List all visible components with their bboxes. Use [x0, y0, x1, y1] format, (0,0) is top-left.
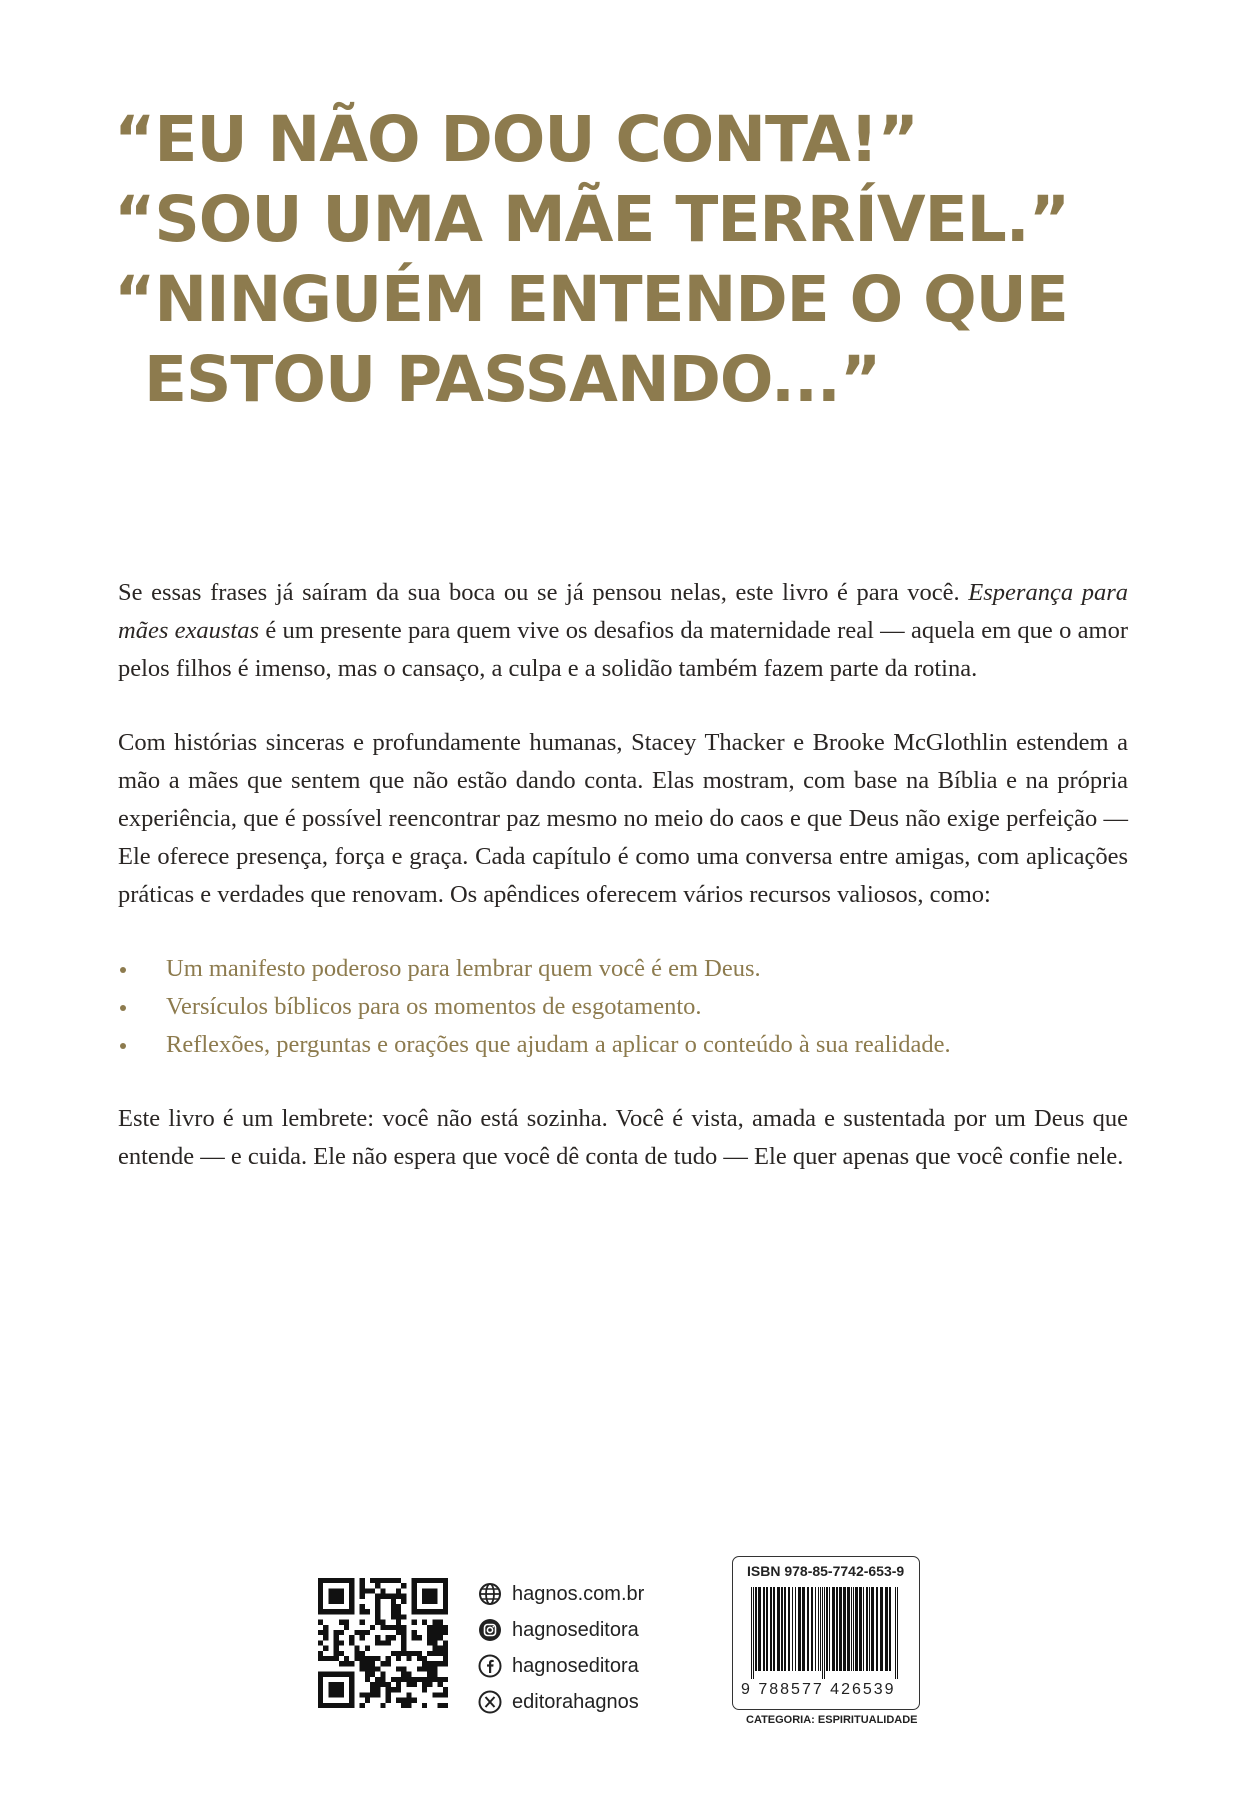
instagram-icon — [478, 1618, 502, 1642]
description-paragraph: Com histórias sinceras e profundamente humanas, Stacey Thacker e Brooke McGlothlin estendem a mão a mães que sentem que não estão dando conta. Elas mostram, com base na Bíblia e na própria experiência, que é possível reencontrar paz mesmo no meio do caos e que Deus não exige perfeição — Ele oferece presença, força e graça. Cada capítulo é como uma conversa entre amigas, com aplicações práticas e verdades que renovam. Os apêndices oferecem vários recursos valiosos, como: — [118, 729, 1128, 908]
intro-text-end: é um presente para quem vive os desafios da maternidade real — aquela em que o amor pelos filhos é imenso, mas o cansaço, a culpa e a solidão também fazem parte da rotina. — [118, 617, 1128, 682]
headline-line-2: “SOU UMA MÃE TERRÍVEL.” — [114, 183, 1070, 256]
resources-list — [118, 950, 1128, 1064]
website-label: hagnos.com.br — [512, 1582, 645, 1605]
back-cover-text — [118, 574, 1128, 1212]
headline-line-4: ESTOU PASSANDO...” — [144, 343, 881, 416]
globe-icon — [478, 1582, 502, 1606]
list-item: Um manifesto poderoso para lembrar quem você é em Deus. — [118, 950, 1128, 988]
isbn-label: ISBN 978-85-7742-653-9 — [747, 1563, 905, 1579]
x-link[interactable] — [478, 1684, 644, 1720]
instagram-label: hagnoseditora — [512, 1618, 639, 1641]
headline-line-1: “EU NÃO DOU CONTA!” — [114, 103, 918, 176]
facebook-icon — [478, 1654, 502, 1678]
barcode — [749, 1587, 901, 1679]
intro-paragraph — [118, 574, 1128, 688]
list-item: Reflexões, perguntas e orações que ajudam a aplicar o conteúdo à sua realidade. — [118, 1026, 1128, 1064]
qr-code[interactable] — [318, 1578, 448, 1708]
x-icon — [478, 1690, 502, 1714]
instagram-link[interactable] — [478, 1612, 644, 1648]
intro-text-start: Se essas frases já saíram da sua boca ou se já pensou nelas, este livro é para você. — [118, 579, 969, 606]
social-links — [478, 1576, 644, 1720]
closing-paragraph: Este livro é um lembrete: você não está sozinha. Você é vista, amada e sustentada por um Deus que entende — e cuida. Ele não espera que você dê conta de tudo — Ele quer apenas que você confie nele. — [118, 1105, 1128, 1170]
x-label: editorahagnos — [512, 1690, 639, 1713]
headline-line-3: “NINGUÉM ENTENDE O QUE — [114, 263, 1068, 336]
facebook-label: hagnoseditora — [512, 1654, 639, 1677]
book-title: Esperança para mães exaustas — [118, 579, 1128, 644]
website-link[interactable] — [478, 1576, 644, 1612]
headline — [114, 100, 1174, 420]
facebook-link[interactable] — [478, 1648, 644, 1684]
list-item: Versículos bíblicos para os momentos de esgotamento. — [118, 988, 1128, 1026]
isbn-barcode-box — [732, 1556, 920, 1710]
category-label: CATEGORIA: ESPIRITUALIDADE — [746, 1714, 918, 1726]
barcode-digits: 9 788577 426539 — [741, 1681, 896, 1698]
